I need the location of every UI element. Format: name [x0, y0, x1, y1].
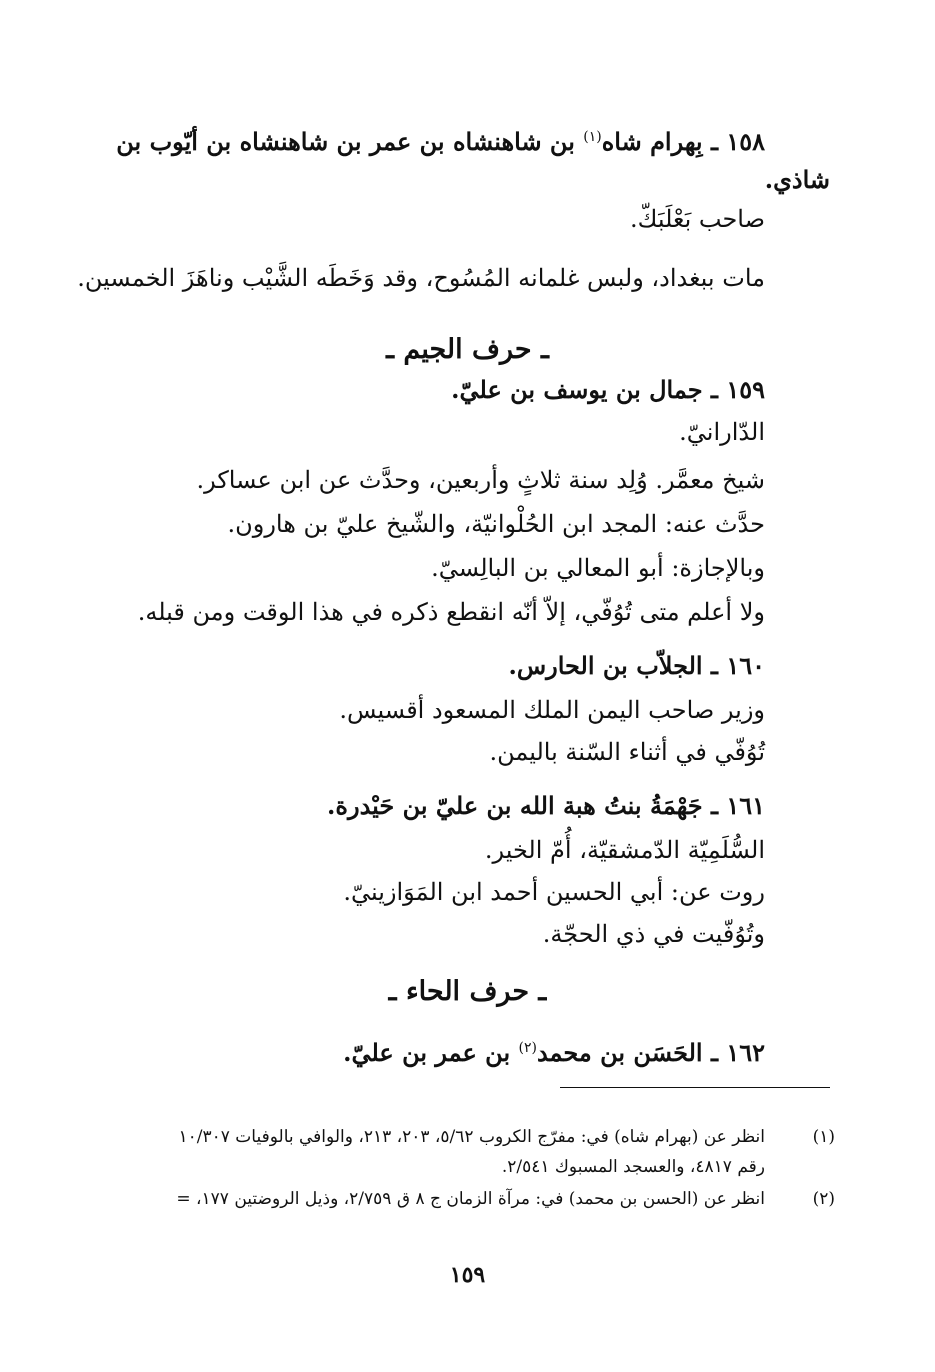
entry-159-line: شيخ معمَّر. وُلِد سنة ثلاثٍ وأربعين، وحدَّث عن ابن عساكر. — [196, 466, 765, 494]
entry-160-line: تُوُفّي في أثناء السّنة باليمن. — [489, 738, 765, 766]
section-heading-jim: ـ حرف الجيم ـ — [386, 334, 549, 365]
entry-158-heading-cont: شاذي. — [764, 165, 830, 194]
entry-162-lineage: بن عمر بن عليّ. — [343, 1038, 519, 1067]
entry-161-heading: ١٦١ ـ جَهْمَةُ بنتُ هبة الله بن عليّ بن حَيْدرة. — [327, 791, 765, 820]
entry-158-line: مات ببغداد، ولبس غلمانه المُسُوح، وقد وَخَطَه الشَّيْب وناهَزَ الخمسين. — [77, 264, 765, 292]
footnote-2-number: (٢) — [812, 1189, 835, 1209]
entry-158-name: ١٥٨ ـ بِهرام شاه — [601, 127, 765, 156]
entry-161-line: وتُوُفّيت في ذي الحجّة. — [542, 920, 765, 948]
entry-158-line: صاحب بَعْلَبَكّ. — [629, 205, 765, 233]
page-number: ١٥٩ — [449, 1262, 486, 1288]
entry-161-line: السُّلَمِيّة الدّمشقيّة، أُمّ الخير. — [484, 836, 765, 864]
entry-159-heading: ١٥٩ ـ جمال بن يوسف بن عليّ. — [451, 375, 765, 404]
entry-160-line: وزير صاحب اليمن الملك المسعود أقسيس. — [339, 696, 765, 724]
section-heading-ha: ـ حرف الحاء ـ — [388, 976, 547, 1007]
entry-159-line: الدّارانيّ. — [679, 418, 765, 446]
entry-162-name: ١٦٢ ـ الحَسَن بن محمد — [536, 1038, 765, 1067]
footnote-1-text-cont: رقم ٤٨١٧، والعسجد المسبوك ٢/٥٤١. — [501, 1157, 765, 1177]
entry-159-line: ولا أعلم متى تُوُفّي، إلاّ أنّه انقطع ذكره في هذا الوقت ومن قبله. — [137, 598, 765, 626]
footnote-1-text: انظر عن (بهرام شاه) في: مفرّج الكروب ٥/٦٢، ٢٠٣، ٢١٣، والوافي بالوفيات ١٠/٣٠٧ — [178, 1127, 765, 1147]
entry-159-line: حدَّث عنه: المجد ابن الحُلْوانيّة، والشّيخ عليّ بن هارون. — [227, 510, 765, 538]
footnote-divider — [560, 1087, 830, 1088]
footnote-ref-2[interactable]: (٢) — [518, 1040, 537, 1056]
entry-162-heading — [105, 1028, 765, 1073]
footnote-1-number: (١) — [812, 1127, 835, 1147]
entry-161-line: روت عن: أبي الحسين أحمد ابن المَوَازينيّ. — [343, 878, 765, 906]
entry-159-line: وبالإجازة: أبو المعالي بن البالِسيّ. — [431, 554, 765, 582]
entry-158-lineage: بن شاهنشاه بن عمر بن شاهنشاه بن أيّوب بن — [116, 127, 584, 156]
footnote-ref-1[interactable]: (١) — [583, 129, 602, 145]
entry-160-heading: ١٦٠ ـ الجلاّب بن الحارس. — [508, 651, 765, 680]
footnote-2-text: انظر عن (الحسن بن محمد) في: مرآة الزمان ج ٨ ق ٢/٧٥٩، وذيل الروضتين ١٧٧، = — [176, 1189, 765, 1209]
entry-158-heading — [85, 117, 765, 162]
